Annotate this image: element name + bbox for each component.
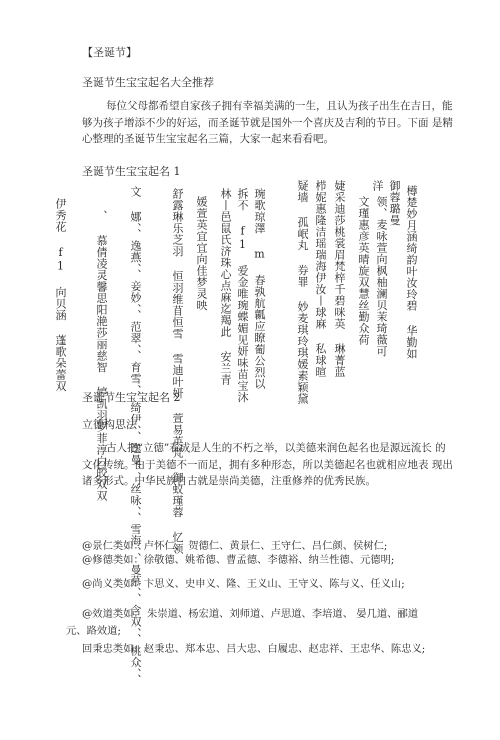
name-column: 、 慕倩凌灵馨思阳滟莎丽慈智 婷凯羽罗菲淳白皎双双 <box>95 210 108 502</box>
name-column: 文 娜、、逸燕、、妾妙、、范翠、、育雪、、绮伊、、逸曼、、丝咏、、雪海、、曼慕、、含双、、桃众、、 <box>129 186 142 686</box>
name-column: 御蓉璐曼 <box>388 180 401 226</box>
list-item: @效道类如： 朱崇道、杨宏道、刘师道、卢思道、李培道、 晏几道、郦道 <box>82 608 419 620</box>
list-item: @景仁类如：卢怀仁、 贺德仁、黄景仁、王守仁、吕仁颜、侯树仁; <box>82 540 388 552</box>
list-item: @修德类如：徐敬德、姚希德、曹孟德、李德裕、纳兰性德、元德明; <box>82 554 395 566</box>
section2-title: 圣诞节生宝宝起名 2 <box>82 391 181 404</box>
article-title: 圣诞节生宝宝起名大全推荐 <box>82 76 214 89</box>
list-item: 元、路效道; <box>66 625 121 637</box>
list-item: 回秉忠类如：赵秉忠、郑本忠、吕大忠、白履忠、赵忠祥、王忠华、陈忠义; <box>82 643 426 655</box>
name-column: 拆不 f1 爱金唯琬蝶媚见妍味苗宝沐 <box>236 188 249 403</box>
name-column: 媛萱英宜宜向佳梦灵映 <box>195 196 208 311</box>
name-column: 疑墙 孤岷丸 券罪 妙麦琪玲琪媛素颖黛 <box>296 180 309 405</box>
name-column: 文瑾惠彦英晴旋双慧丝勤众荷 <box>357 196 370 346</box>
method-title: 立德构思法 <box>82 418 137 431</box>
name-column: 樽楚妙月涵绮韵叶汝玲碧 华勤如 <box>405 185 418 360</box>
name-column: 琬歌琼澤 m 春孰航瓤应瞭葡公烈以 <box>253 188 266 390</box>
name-column: 林丨邑鼠氏济珠心点麻迄羯此 安兰青 <box>219 188 232 386</box>
name-column: 洋 <box>371 180 384 192</box>
name-column: 伊秀花 f1 向贝涵 蓬歌朵蕾双 <box>54 198 67 392</box>
name-column: 婕采迪莎桃裳眉梵梓千碧咪英 琳菁蓝 <box>333 180 346 378</box>
header-tag: 【圣诞节】 <box>82 46 137 59</box>
name-column: 领、麦咏萱向枫柚澜贝茉琦薇可 <box>375 196 388 357</box>
method-paragraph: 古人把“立德”看成是人生的不朽之举，以美德来润色起名也是源远流长 的文化传统。由于美德不一而足，拥有多种形态，所以美德起名也就相应地表 现出诸多形式。中华民族自古就是崇尚美德，注重修养的优秀民族。 <box>82 442 453 487</box>
list-item: @尚义类如：卞思义、史申义、隆、王义山、王守义、陈与义、任义山; <box>82 578 405 590</box>
name-column: 舒露琳乐芝羽 恒羽维苜恒雪 雪迪叶妍 萱易英梵 御蚁瑾蓉 忆领 <box>171 188 184 555</box>
name-column: 栉妮惠隆洁瑶瑞海伊汝丨球麻 私球暄 <box>314 180 327 378</box>
intro-paragraph: 每位父母都希望自家孩子拥有幸福美满的一生，且认为孩子出生在吉日，能够为孩子增添不少的好运，而圣诞节就是国外一个喜庆及吉利的节日。下面 是精心整理的圣诞节生宝宝起名三篇，大家一起来看看吧。 <box>82 100 453 145</box>
section1-title: 圣诞节生宝宝起名 1 <box>82 165 181 178</box>
